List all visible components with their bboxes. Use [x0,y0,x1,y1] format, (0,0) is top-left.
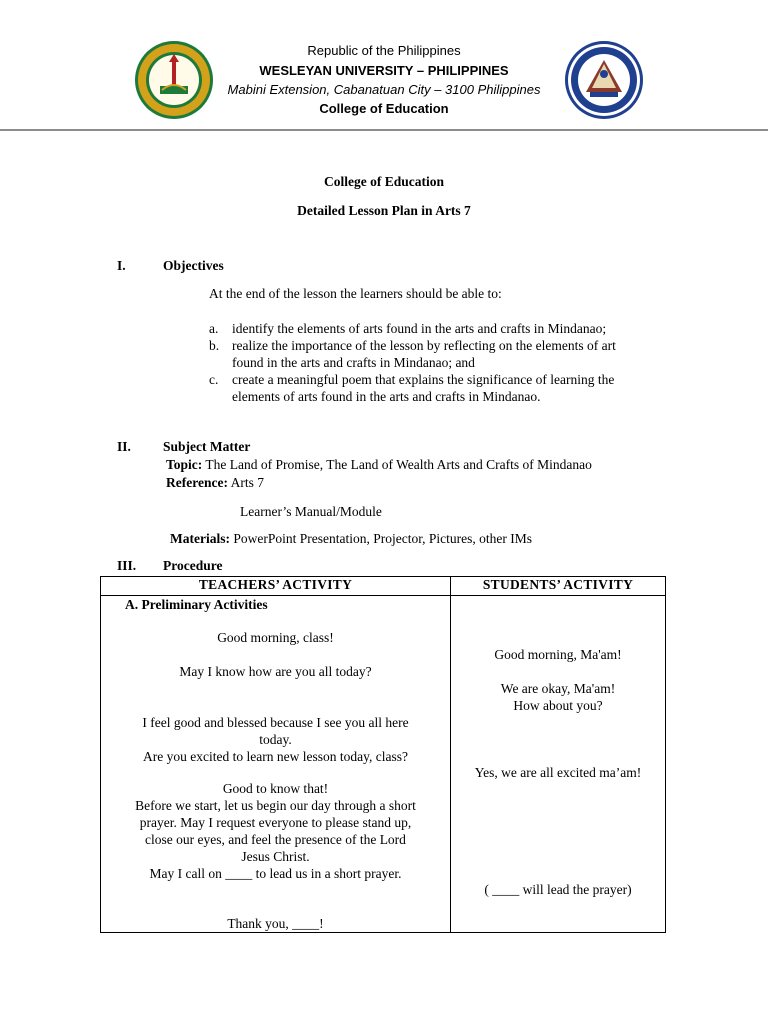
procedure-table-header-row [101,577,666,596]
header-college: College of Education [319,101,449,116]
subject-reference [166,475,264,491]
objective-c-mark: c. [209,372,219,387]
letterhead [0,0,768,132]
subject-topic [166,457,592,473]
objective-a [232,320,677,337]
objective-a-mark: a. [209,321,219,336]
section-title-subject: Subject Matter [163,439,251,454]
reference-label: Reference: [166,475,228,490]
teacher-line: Good to know that! [222,781,329,796]
section-title-procedure: Procedure [163,558,223,573]
student-line: Good morning, Ma'am! [494,647,622,662]
objective-b [232,337,677,371]
teacher-line: prayer. May I request everyone to please stand up, [139,815,412,830]
materials-label: Materials: [170,531,230,546]
objective-a-line: identify the elements of arts found in the arts and crafts in Mindanao; [232,321,607,336]
teachers-activity-cell [101,596,451,933]
topic-value: The Land of Promise, The Land of Wealth Arts and Crafts of Mindanao [202,457,592,472]
objective-b-line: realize the importance of the lesson by reflecting on the elements of art [232,338,616,353]
student-line: ( ____ will lead the prayer) [484,882,632,897]
student-line: Yes, we are all excited ma’am! [474,765,642,780]
teacher-line: May I call on ____ to lead us in a short prayer. [149,866,402,881]
teacher-line: May I know how are you all today? [179,664,372,679]
teacher-line: Are you excited to learn new lesson today, class? [143,749,408,764]
objective-b-line: found in the arts and crafts in Mindanao; and [232,355,475,370]
objectives-intro: At the end of the lesson the learners should be able to: [209,286,502,301]
doc-title-lesson-plan: Detailed Lesson Plan in Arts 7 [297,203,471,218]
column-header-students: STUDENTS’ ACTIVITY [451,577,666,596]
college-of-education-seal-icon [564,40,644,120]
header-address: Mabini Extension, Cabanatuan City – 3100 Philippines [227,82,541,97]
objective-c-line: elements of arts found in the arts and crafts in Mindanao. [232,389,541,404]
header-divider [0,129,768,131]
procedure-table-row [101,596,666,933]
reference-value: Arts 7 [227,475,264,490]
students-activity-cell [451,596,666,933]
teacher-line: Jesus Christ. [241,849,310,864]
topic-label: Topic: [166,457,203,472]
objective-b-mark: b. [209,338,220,353]
teacher-line: Good morning, class! [217,630,334,645]
reference-manual: Learner’s Manual/Module [240,504,382,519]
section-number-subject: II. [117,439,131,454]
objective-c-line: create a meaningful poem that explains the significance of learning the [232,372,615,387]
objective-c [232,371,677,405]
header-republic: Republic of the Philippines [307,43,461,58]
doc-title-college: College of Education [324,174,444,189]
materials-value: PowerPoint Presentation, Projector, Pictures, other IMs [229,531,533,546]
teacher-line: Before we start, let us begin our day through a short [135,798,416,813]
section-title-objectives: Objectives [163,258,224,273]
teacher-line: Thank you, ____! [227,916,324,931]
section-number-procedure: III. [117,558,137,573]
teacher-line: close our eyes, and feel the presence of the Lord [145,832,406,847]
student-line: We are okay, Ma'am! [500,681,616,696]
teacher-line: I feel good and blessed because I see you all here [142,715,409,730]
subject-materials [170,531,532,547]
student-line: How about you? [513,698,603,713]
section-number-objectives: I. [117,258,126,273]
preliminary-activities-heading: A. Preliminary Activities [125,597,268,612]
column-header-teachers: TEACHERS’ ACTIVITY [101,577,451,596]
teacher-line: today. [259,732,292,747]
procedure-table [100,576,666,933]
header-university: WESLEYAN UNIVERSITY – PHILIPPINES [259,63,509,78]
